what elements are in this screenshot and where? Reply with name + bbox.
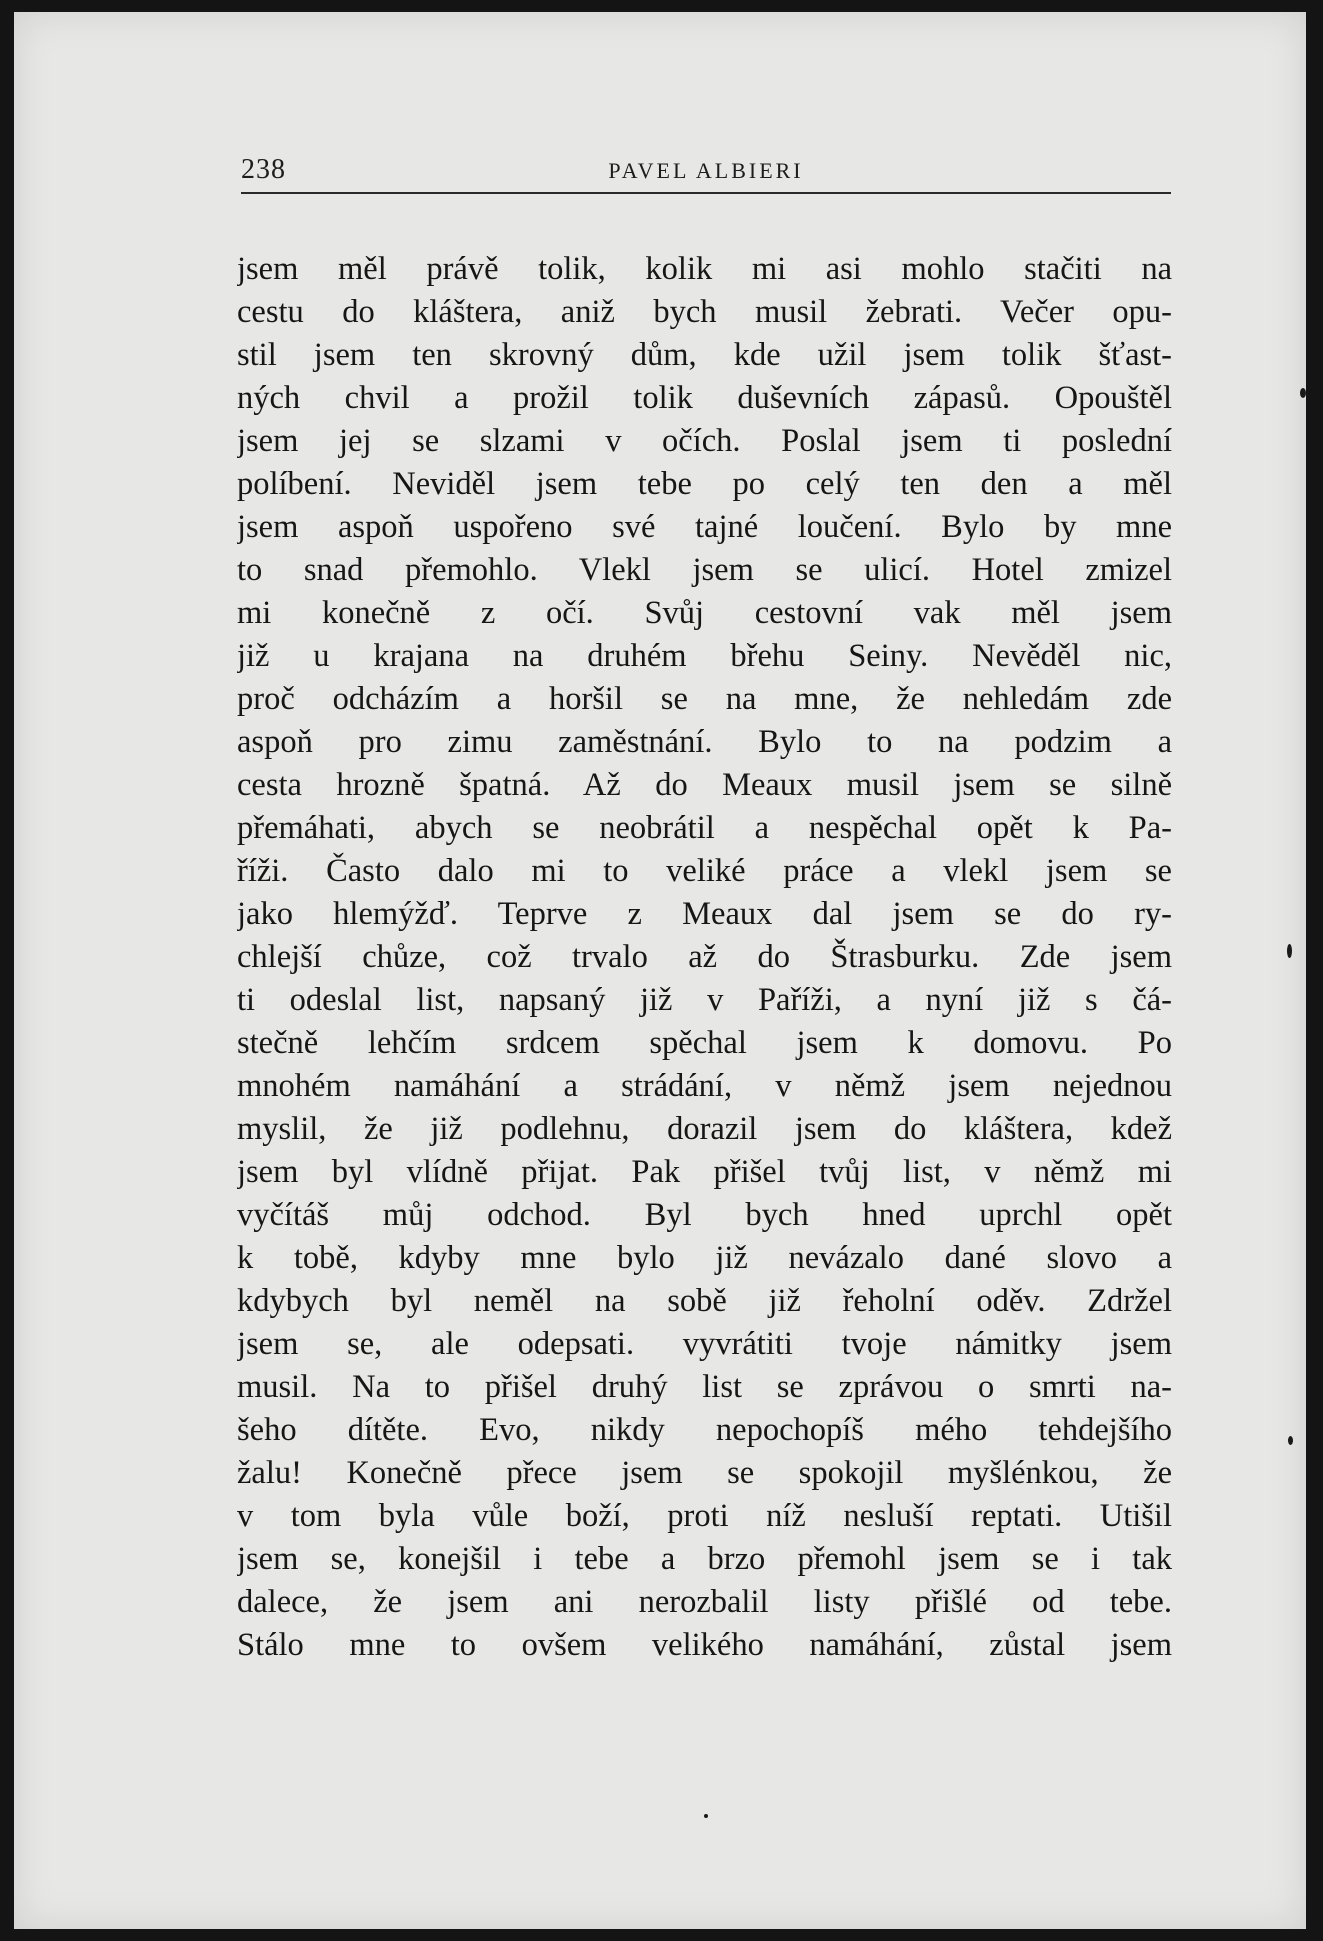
text-line: kdybych byl neměl na sobě již řeholní oděv. Zdržel [237,1283,1172,1319]
text-line: Stálo mne to ovšem velikého namáhání, zůstal jsem [237,1627,1172,1663]
running-head: PAVEL ALBIERI [608,158,804,183]
body-text [237,248,1172,1667]
text-line: k tobě, kdyby mne bylo již nevázalo dané slovo a [237,1240,1172,1276]
page-header [241,150,1171,194]
scan-speck [704,1814,708,1818]
text-line: políbení. Neviděl jsem tebe po celý ten den a měl [237,466,1172,502]
text-line: jsem měl právě tolik, kolik mi asi mohlo stačiti na [237,251,1172,287]
text-line: jako hlemýžď. Teprve z Meaux dal jsem se do ry- [237,896,1172,932]
text-line: jsem jej se slzami v očích. Poslal jsem ti poslední [237,423,1172,459]
text-line: jsem byl vlídně přijat. Pak přišel tvůj list, v němž mi [237,1154,1172,1190]
scan-speck [1287,944,1292,958]
text-line: v tom byla vůle boží, proti níž nesluší reptati. Utišil [237,1498,1172,1534]
text-line: cestu do kláštera, aniž bych musil žebrati. Večer opu- [237,294,1172,330]
text-line: říži. Často dalo mi to veliké práce a vlekl jsem se [237,853,1172,889]
scan-speck [1288,1436,1293,1445]
text-line: myslil, že již podlehnu, dorazil jsem do kláštera, kdež [237,1111,1172,1147]
text-line: jsem se, konejšil i tebe a brzo přemohl jsem se i tak [237,1541,1172,1577]
scan-speck [1300,388,1306,398]
text-line: ti odeslal list, napsaný již v Paříži, a nyní již s čá- [237,982,1172,1018]
text-line: stečně lehčím srdcem spěchal jsem k domovu. Po [237,1025,1172,1061]
text-line: proč odcházím a horšil se na mne, že nehledám zde [237,681,1172,717]
text-line: chlejší chůze, což trvalo až do Štrasburku. Zde jsem [237,939,1172,975]
text-line: dalece, že jsem ani nerozbalil listy přišlé od tebe. [237,1584,1172,1620]
text-line: musil. Na to přišel druhý list se zprávou o smrti na- [237,1369,1172,1405]
page-number: 238 [241,154,286,185]
text-line: již u krajana na druhém břehu Seiny. Nevěděl nic, [237,638,1172,674]
text-line: ných chvil a prožil tolik duševních zápasů. Opouštěl [237,380,1172,416]
text-line: cesta hrozně špatná. Až do Meaux musil jsem se silně [237,767,1172,803]
text-line: mnohém namáhání a strádání, v němž jsem nejednou [237,1068,1172,1104]
text-line: aspoň pro zimu zaměstnání. Bylo to na podzim a [237,724,1172,760]
text-line: stil jsem ten skrovný dům, kde užil jsem tolik šťast- [237,337,1172,373]
text-line: jsem se, ale odepsati. vyvrátiti tvoje námitky jsem [237,1326,1172,1362]
text-line: žalu! Konečně přece jsem se spokojil myšlénkou, že [237,1455,1172,1491]
text-line: vyčítáš můj odchod. Byl bych hned uprchl opět [237,1197,1172,1233]
text-line: jsem aspoň uspořeno své tajné loučení. Bylo by mne [237,509,1172,545]
text-line: mi konečně z očí. Svůj cestovní vak měl jsem [237,595,1172,631]
text-line: to snad přemohlo. Vlekl jsem se ulicí. Hotel zmizel [237,552,1172,588]
text-line: šeho dítěte. Evo, nikdy nepochopíš mého tehdejšího [237,1412,1172,1448]
text-line: přemáhati, abych se neobrátil a nespěchal opět k Pa- [237,810,1172,846]
